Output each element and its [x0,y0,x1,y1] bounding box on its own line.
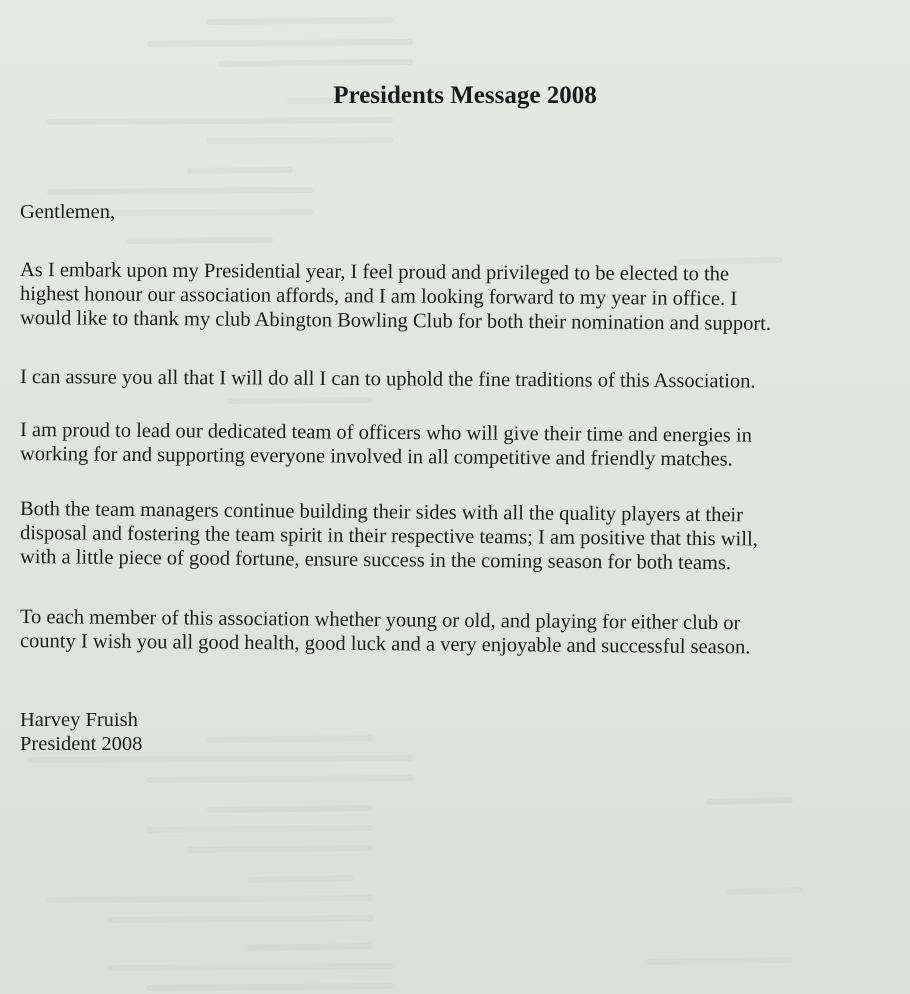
salutation: Gentlemen, [20,201,116,223]
signature-name: Harvey Fruish [20,709,138,731]
signature-title: President 2008 [20,733,143,755]
paragraph-3-line-1: I am proud to lead our dedicated team of officers who will give their time and energies in [19,419,752,447]
paragraph-1 [19,258,900,335]
paragraph-1-line-3: would like to thank my club Abington Bowling Club for both their nomination and support. [19,307,772,335]
paragraph-4 [19,497,900,575]
paragraph-2: I can assure you all that I will do all I can to uphold the fine traditions of this Association. [19,366,756,393]
paragraph-5 [19,605,900,659]
paragraph-5-line-1: To each member of this association whether young or old, and playing for either club or [19,606,741,635]
paragraph-3-line-2: working for and supporting everyone involved in all competitive and friendly matches. [19,443,733,471]
paragraph-4-line-3: with a little piece of good fortune, ensure success in the coming season for both teams. [19,546,732,575]
document-title: Presidents Message 2008 [333,82,597,109]
signature-block [20,708,900,756]
paragraph-4-line-2: disposal and fostering the team spirit in their respective teams; I am positive that this will, [19,522,758,551]
paragraph-4-line-1: Both the team managers continue building their sides with all the quality players at their [19,498,744,527]
paragraph-3 [19,418,900,471]
paragraph-5-line-2: county I wish you all good health, good luck and a very enjoyable and successful season. [19,630,751,659]
paragraph-1-line-2: highest honour our association affords, and I am looking forward to my year in office. I [19,283,738,311]
paragraph-1-line-1: As I embark upon my Presidential year, I feel proud and privileged to be elected to the [19,259,730,286]
